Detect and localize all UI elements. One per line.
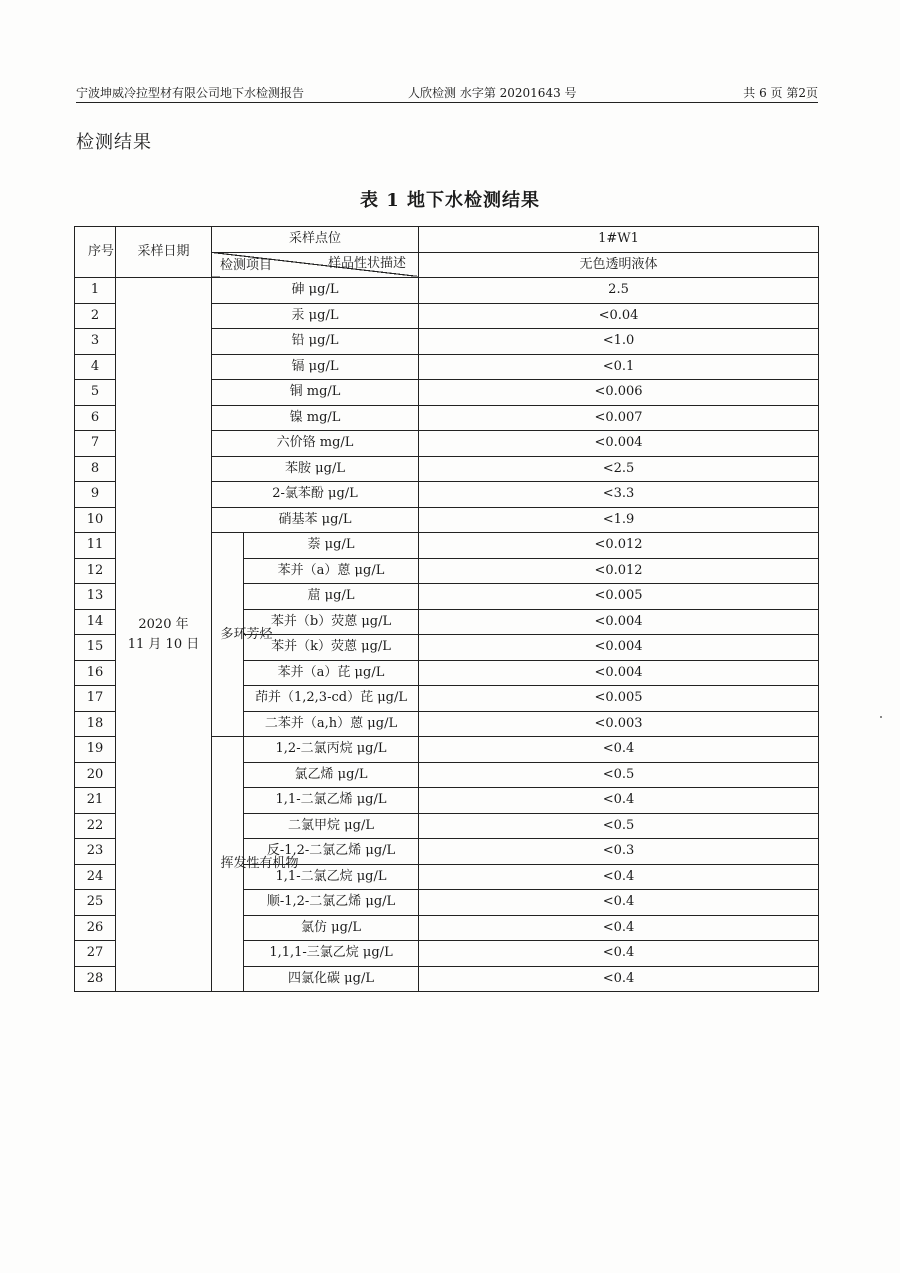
test-result: <1.0 — [419, 329, 819, 355]
test-result: <0.04 — [419, 303, 819, 329]
results-table — [74, 226, 819, 992]
test-result: <0.5 — [419, 813, 819, 839]
diag-label-sample-desc: 样品性状描述 — [328, 255, 407, 271]
test-item: 硝基苯 μg/L — [212, 507, 419, 533]
row-number: 20 — [75, 762, 116, 788]
test-item: 汞 μg/L — [212, 303, 419, 329]
test-item: 六价铬 mg/L — [212, 431, 419, 457]
test-result: 2.5 — [419, 278, 819, 304]
row-number: 21 — [75, 788, 116, 814]
test-result: <0.4 — [419, 890, 819, 916]
test-item: 反-1,2-二氯乙烯 μg/L — [244, 839, 419, 865]
test-item: 萘 μg/L — [244, 533, 419, 559]
row-number: 12 — [75, 558, 116, 584]
col-header-date: 采样日期 — [116, 227, 212, 278]
test-result: <0.004 — [419, 660, 819, 686]
test-result: <0.4 — [419, 941, 819, 967]
scan-speck — [880, 716, 882, 718]
row-number: 1 — [75, 278, 116, 304]
test-result: <3.3 — [419, 482, 819, 508]
col-header-seq: 序号 — [75, 227, 116, 278]
test-item: 二苯并（a,h）蒽 μg/L — [244, 711, 419, 737]
row-number: 23 — [75, 839, 116, 865]
test-result: <0.012 — [419, 533, 819, 559]
row-number: 10 — [75, 507, 116, 533]
test-item: 苯并（a）芘 μg/L — [244, 660, 419, 686]
test-item: 1,1,1-三氯乙烷 μg/L — [244, 941, 419, 967]
section-title: 检测结果 — [76, 132, 152, 153]
row-number: 7 — [75, 431, 116, 457]
group-label-pah: 多环芳烃 — [212, 533, 244, 737]
row-number: 13 — [75, 584, 116, 610]
test-result: <1.9 — [419, 507, 819, 533]
row-number: 14 — [75, 609, 116, 635]
diagonal-header-cell — [212, 252, 419, 278]
row-number: 27 — [75, 941, 116, 967]
test-result: <0.006 — [419, 380, 819, 406]
row-number: 6 — [75, 405, 116, 431]
test-item: 1,1-二氯乙烯 μg/L — [244, 788, 419, 814]
test-result: <0.004 — [419, 431, 819, 457]
row-number: 28 — [75, 966, 116, 992]
row-number: 17 — [75, 686, 116, 712]
row-number: 3 — [75, 329, 116, 355]
row-number: 4 — [75, 354, 116, 380]
test-result: <0.4 — [419, 966, 819, 992]
table-caption: 表 1 地下水检测结果 — [359, 190, 541, 211]
row-number: 18 — [75, 711, 116, 737]
test-result: <0.004 — [419, 609, 819, 635]
sampling-date: 2020 年 11 月 10 日 — [116, 278, 212, 992]
test-item: 顺-1,2-二氯乙烯 μg/L — [244, 890, 419, 916]
test-result: <0.4 — [419, 737, 819, 763]
row-number: 8 — [75, 456, 116, 482]
test-result: <0.1 — [419, 354, 819, 380]
col-header-site: 采样点位 — [212, 227, 419, 253]
test-item: 氯乙烯 μg/L — [244, 762, 419, 788]
row-number: 16 — [75, 660, 116, 686]
row-number: 9 — [75, 482, 116, 508]
row-number: 2 — [75, 303, 116, 329]
test-item: 苯胺 μg/L — [212, 456, 419, 482]
test-item: 茚并（1,2,3-cd）芘 μg/L — [244, 686, 419, 712]
page-indicator: 共 6 页 第2页 — [743, 86, 818, 100]
table-header-row — [75, 227, 819, 253]
test-item: 铜 mg/L — [212, 380, 419, 406]
test-item: 1,2-二氯丙烷 μg/L — [244, 737, 419, 763]
row-number: 24 — [75, 864, 116, 890]
test-result: <0.3 — [419, 839, 819, 865]
header-divider — [76, 102, 818, 103]
report-title-header: 宁波坤威冷拉型材有限公司地下水检测报告 — [76, 86, 305, 100]
test-result: <0.5 — [419, 762, 819, 788]
test-item: 砷 μg/L — [212, 278, 419, 304]
test-item: 氯仿 μg/L — [244, 915, 419, 941]
sample-description: 无色透明液体 — [419, 252, 819, 278]
row-number: 25 — [75, 890, 116, 916]
report-number: 人欣检测 水字第 20201643 号 — [408, 86, 577, 100]
test-result: <0.004 — [419, 635, 819, 661]
test-item: 1,1-二氯乙烷 μg/L — [244, 864, 419, 890]
test-result: <0.4 — [419, 788, 819, 814]
test-item: 2-氯苯酚 μg/L — [212, 482, 419, 508]
table-row — [75, 278, 819, 304]
row-number: 5 — [75, 380, 116, 406]
diag-label-test-item: 检测项目 — [220, 258, 273, 273]
test-result: <0.007 — [419, 405, 819, 431]
group-label-voc: 挥发性有机物 — [212, 737, 244, 992]
test-result: <0.4 — [419, 915, 819, 941]
test-item: 镍 mg/L — [212, 405, 419, 431]
page-header — [76, 84, 818, 102]
site-value: 1#W1 — [419, 227, 819, 253]
row-number: 26 — [75, 915, 116, 941]
test-result: <0.003 — [419, 711, 819, 737]
test-item: 䓛 μg/L — [244, 584, 419, 610]
test-item: 苯并（b）荧蒽 μg/L — [244, 609, 419, 635]
test-result: <0.012 — [419, 558, 819, 584]
row-number: 11 — [75, 533, 116, 559]
test-item: 四氯化碳 μg/L — [244, 966, 419, 992]
test-result: <2.5 — [419, 456, 819, 482]
test-item: 二氯甲烷 μg/L — [244, 813, 419, 839]
row-number: 19 — [75, 737, 116, 763]
row-number: 22 — [75, 813, 116, 839]
test-item: 镉 μg/L — [212, 354, 419, 380]
test-result: <0.4 — [419, 864, 819, 890]
test-item: 苯并（a）蒽 μg/L — [244, 558, 419, 584]
row-number: 15 — [75, 635, 116, 661]
test-item: 苯并（k）荧蒽 μg/L — [244, 635, 419, 661]
test-result: <0.005 — [419, 584, 819, 610]
test-item: 铅 μg/L — [212, 329, 419, 355]
test-result: <0.005 — [419, 686, 819, 712]
